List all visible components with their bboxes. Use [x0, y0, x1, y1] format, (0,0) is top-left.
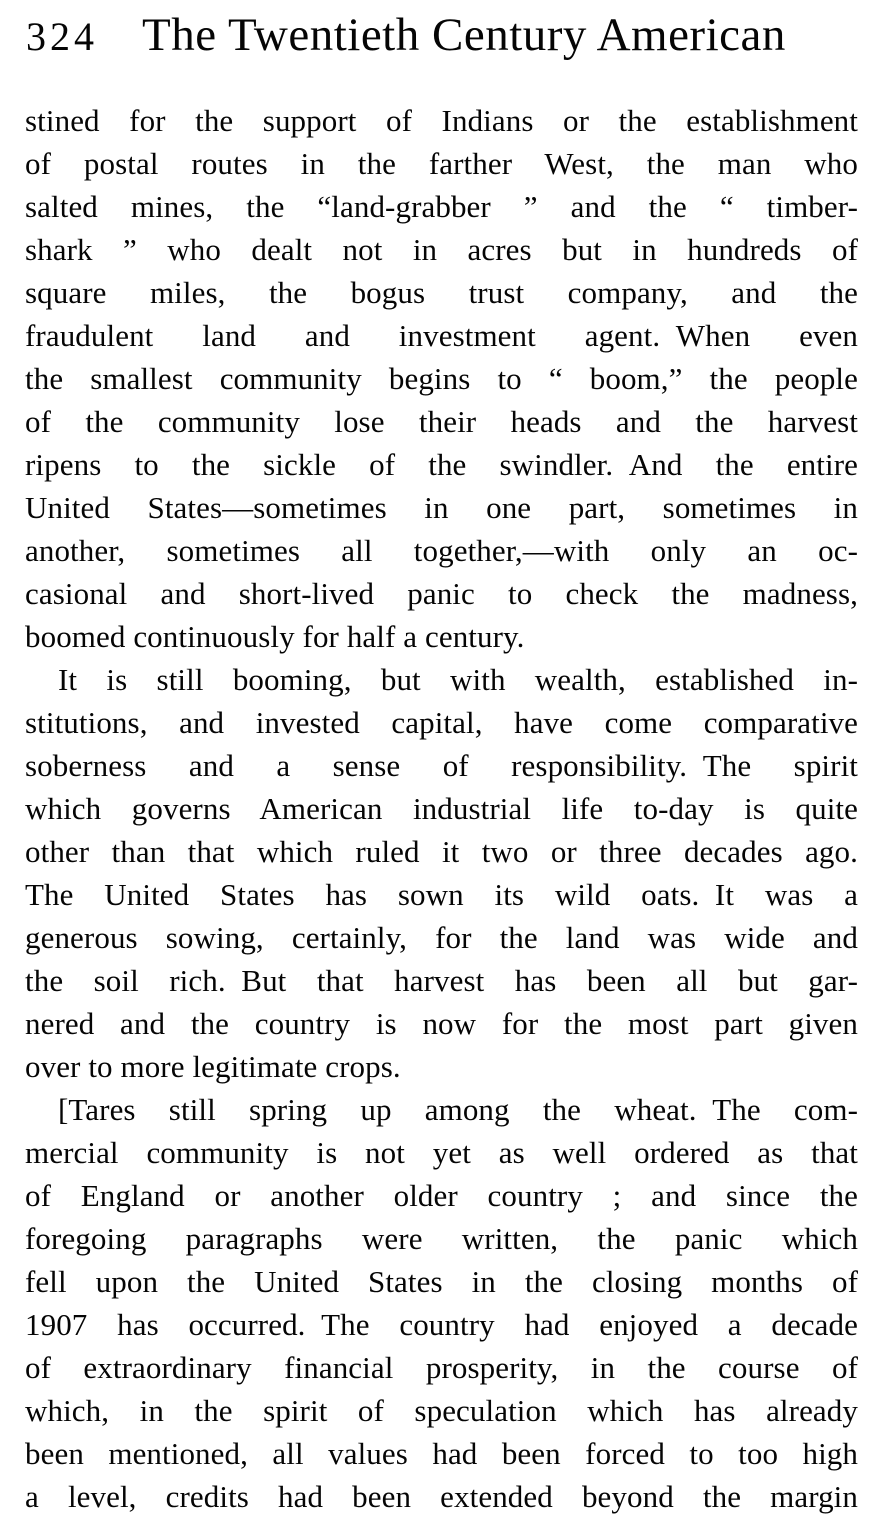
- text-line: which governs American industrial life to-day is quite: [25, 791, 858, 827]
- paragraph: [25, 658, 858, 1088]
- text-line: of the community lose their heads and the harvest: [25, 404, 858, 440]
- text-line: 1907 has occurred. The country had enjoyed a decade: [25, 1307, 858, 1343]
- paragraph: [25, 1088, 858, 1518]
- text-line: of postal routes in the farther West, the man who: [25, 146, 858, 182]
- text-line: [Tares still spring up among the wheat. The com-: [58, 1092, 858, 1128]
- text-line: boomed continuously for half a century.: [25, 619, 525, 655]
- text-line: other than that which ruled it two or three decades ago.: [25, 834, 858, 870]
- text-line: nered and the country is now for the most part given: [25, 1006, 858, 1042]
- text-line: United States—sometimes in one part, sometimes in: [25, 490, 858, 526]
- text-line: The United States has sown its wild oats. It was a: [25, 877, 858, 913]
- text-line: foregoing paragraphs were written, the panic which: [25, 1221, 858, 1257]
- text-line: mercial community is not yet as well ordered as that: [25, 1135, 858, 1171]
- text-line: the soil rich. But that harvest has been all but gar-: [25, 963, 858, 999]
- text-line: another, sometimes all together,—with only an oc-: [25, 533, 858, 569]
- text-line: which, in the spirit of speculation which has already: [25, 1393, 858, 1429]
- text-line: stitutions, and invested capital, have come comparative: [25, 705, 858, 741]
- text-line: fraudulent land and investment agent. When even: [25, 318, 858, 354]
- text-line: generous sowing, certainly, for the land was wide and: [25, 920, 858, 956]
- text-block: [25, 99, 858, 1518]
- text-line: a level, credits had been extended beyond the margin: [25, 1479, 858, 1515]
- text-line: of England or another older country ; and since the: [25, 1178, 858, 1214]
- text-line: over to more legitimate crops.: [25, 1049, 401, 1085]
- text-line: shark ” who dealt not in acres but in hundreds of: [25, 232, 858, 268]
- text-line: salted mines, the “land-grabber ” and the “ timber-: [25, 189, 858, 225]
- text-line: stined for the support of Indians or the establishment: [25, 103, 858, 139]
- text-line: square miles, the bogus trust company, and the: [25, 275, 858, 311]
- text-line: ripens to the sickle of the swindler. And the entire: [25, 447, 858, 483]
- page-header: [0, 0, 881, 62]
- text-line: soberness and a sense of responsibility. The spirit: [25, 748, 858, 784]
- text-line: of extraordinary financial prosperity, in the course of: [25, 1350, 858, 1386]
- text-line: casional and short-lived panic to check the madness,: [25, 576, 858, 612]
- page-number: 324: [26, 14, 98, 59]
- running-title: The Twentieth Century American: [142, 9, 786, 61]
- text-line: It is still booming, but with wealth, established in-: [58, 662, 858, 698]
- text-line: been mentioned, all values had been forced to too high: [25, 1436, 858, 1472]
- text-line: the smallest community begins to “ boom,” the people: [25, 361, 858, 397]
- text-line: fell upon the United States in the closing months of: [25, 1264, 858, 1300]
- paragraph: [25, 99, 858, 658]
